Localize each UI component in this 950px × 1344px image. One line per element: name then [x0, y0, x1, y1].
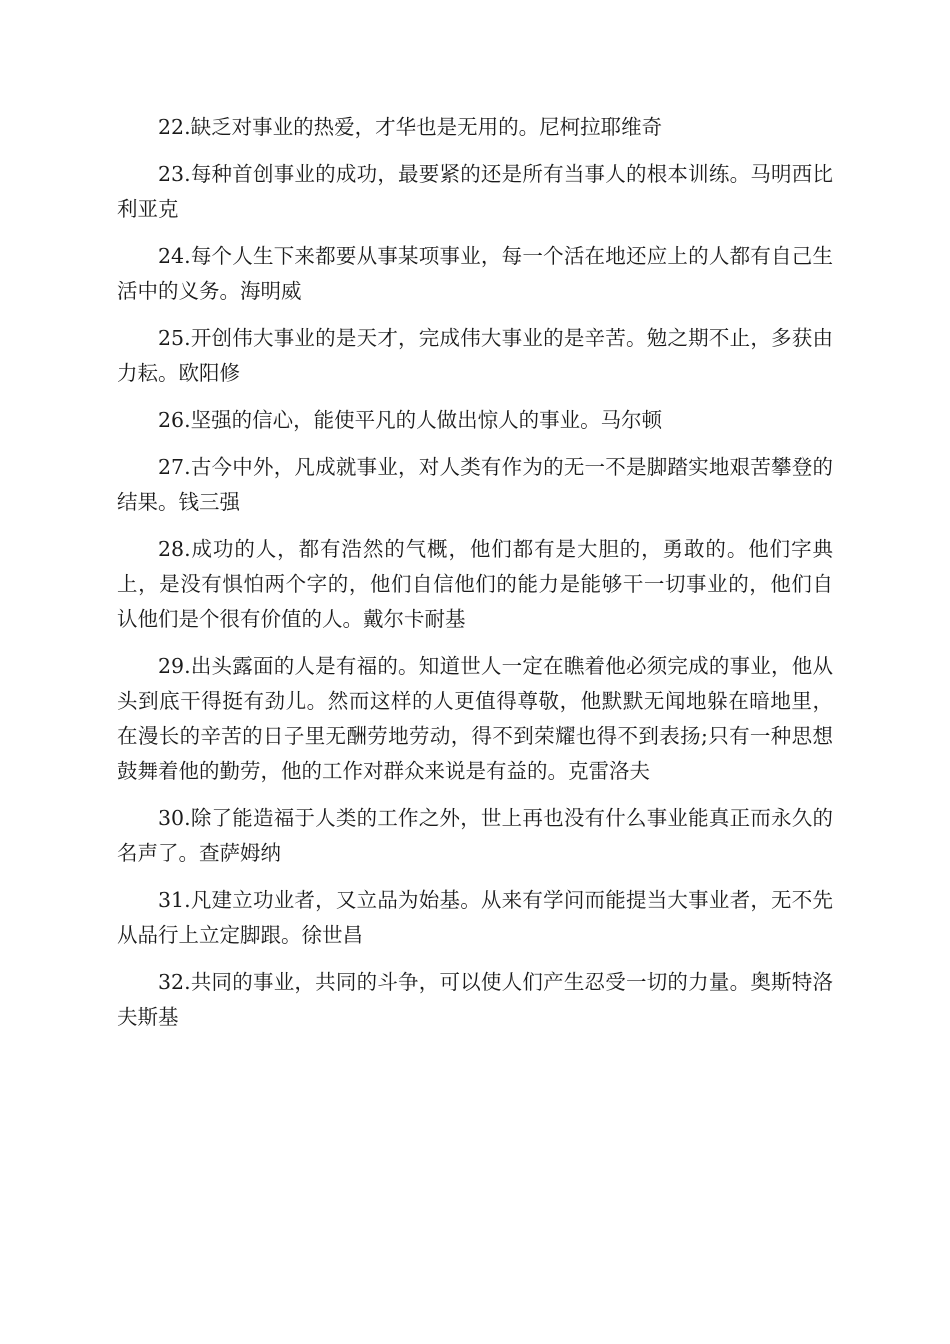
quote-30: 30.除了能造福于人类的工作之外，世上再也没有什么事业能真正而永久的名声了。查萨姆纳 [117, 806, 833, 865]
quote-31: 31.凡建立功业者，又立品为始基。从来有学问而能提当大事业者，无不先从品行上立定脚跟。徐世昌 [117, 888, 833, 947]
quote-29: 29.出头露面的人是有福的。知道世人一定在瞧着他必须完成的事业，他从头到底干得挺有劲儿。然而这样的人更值得尊敬，他默默无闻地躲在暗地里，在漫长的辛苦的日子里无酬劳地劳动，得不到荣耀也得不到表扬;只有一种思想鼓舞着他的勤劳，他的工作对群众来说是有益的。克雷洛夫 [117, 654, 833, 783]
quote-list [117, 110, 833, 1047]
quote-24: 24.每个人生下来都要从事某项事业，每一个活在地还应上的人都有自己生活中的义务。海明威 [117, 244, 833, 303]
quote-26: 26.坚强的信心，能使平凡的人做出惊人的事业。马尔顿 [158, 408, 663, 432]
quote-23: 23.每种首创事业的成功，最要紧的还是所有当事人的根本训练。马明西比利亚克 [117, 162, 833, 221]
quote-22: 22.缺乏对事业的热爱，才华也是无用的。尼柯拉耶维奇 [158, 115, 663, 139]
quote-32: 32.共同的事业，共同的斗争，可以使人们产生忍受一切的力量。奥斯特洛夫斯基 [117, 970, 833, 1029]
quote-27: 27.古今中外，凡成就事业，对人类有作为的无一不是脚踏实地艰苦攀登的结果。钱三强 [117, 455, 833, 514]
quote-28: 28.成功的人，都有浩然的气概，他们都有是大胆的，勇敢的。他们字典上，是没有惧怕两个字的，他们自信他们的能力是能够干一切事业的，他们自认他们是个很有价值的人。戴尔卡耐基 [117, 537, 833, 631]
quote-25: 25.开创伟大事业的是天才，完成伟大事业的是辛苦。勉之期不止，多获由力耘。欧阳修 [117, 326, 833, 385]
